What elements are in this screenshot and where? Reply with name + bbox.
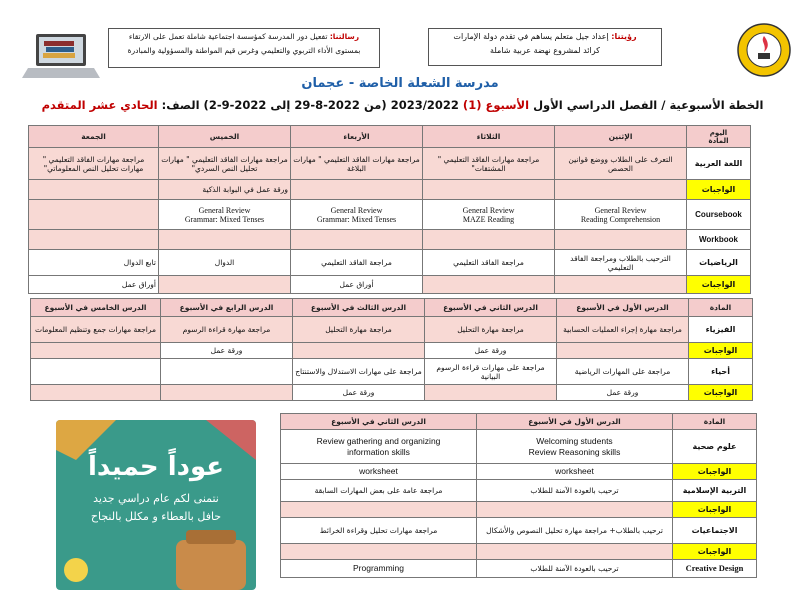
mission-text-2: بمستوى الأداء التربوي والتعليمي وغرس قيم المواطنة والمسؤولية والمبادرة — [127, 46, 361, 55]
lesson-cell: General Review Reading Comprehension — [555, 200, 687, 230]
lesson-cell — [31, 359, 161, 385]
homework-cell: أوراق عمل — [29, 276, 159, 294]
lesson-header: الدرس الثاني في الأسبوع — [425, 299, 557, 317]
homework-cell — [161, 385, 293, 401]
homework-cell: worksheet — [477, 464, 673, 480]
lesson-cell: مراجعة مهارة التحليل — [425, 317, 557, 343]
plan-title-text: الخطة الأسبوعية / الفصل الدراسي الأول — [533, 98, 764, 112]
lesson-cell: تابع الدوال — [29, 250, 159, 276]
lesson-cell: ترحيب بالطلاب+ مراجعة مهارة تحليل النصوص والأشكال — [477, 518, 673, 544]
lesson-header: الدرس الأول في الأسبوع — [477, 414, 673, 430]
lesson-cell: General Review Grammar: Mixed Tenses — [159, 200, 291, 230]
corner-day-subject: اليوم المادة — [687, 126, 751, 148]
homework-label: الواجبات — [673, 502, 757, 518]
homework-label: الواجبات — [689, 343, 753, 359]
lesson-cell: مراجعة الفاقد التعليمي — [423, 250, 555, 276]
banner-title: عوداً حميداً — [87, 452, 225, 482]
lesson-cell: Welcoming students Review Reasoning skills — [477, 430, 673, 464]
homework-cell — [281, 544, 477, 560]
homework-cell: ورقة عمل — [425, 343, 557, 359]
homework-label: الواجبات — [687, 276, 751, 294]
subject-cell: Coursebook — [687, 200, 751, 230]
laptop-books-image — [22, 28, 102, 84]
mission-box — [108, 28, 380, 68]
lesson-header: الدرس الثاني في الأسبوع — [281, 414, 477, 430]
homework-label: الواجبات — [673, 544, 757, 560]
lesson-cell: مراجعة مهارة التحليل — [293, 317, 425, 343]
homework-cell — [159, 276, 291, 294]
homework-label: الواجبات — [689, 385, 753, 401]
lesson-cell: مراجعة على مهارات الاستدلال والاستنتاج — [293, 359, 425, 385]
plan-class-label: الصف: — [161, 98, 200, 112]
lesson-cell: مراجعة مهارة قراءة الرسوم — [161, 317, 293, 343]
lesson-cell — [423, 230, 555, 250]
homework-cell — [31, 343, 161, 359]
lesson-cell: مراجعة مهارات الفاقد التعليمي " مهارات تحليل النص المعلوماتي" — [29, 148, 159, 180]
lesson-cell: General Review Grammar: Mixed Tenses — [291, 200, 423, 230]
subject-cell: الرياضيات — [687, 250, 751, 276]
homework-cell — [31, 385, 161, 401]
homework-cell: ورقة عمل في البوابة الذكية — [159, 180, 291, 200]
homework-cell — [293, 343, 425, 359]
lesson-cell: ترحيب بالعودة الآمنة للطلاب — [477, 560, 673, 578]
lesson-header: الدرس الثالث في الأسبوع — [293, 299, 425, 317]
lesson-cell: مراجعة الفاقد التعليمي — [291, 250, 423, 276]
homework-cell — [557, 343, 689, 359]
homework-cell — [281, 502, 477, 518]
lesson-cell: مراجعة عامة على بعض المهارات السابقة — [281, 480, 477, 502]
subject-cell: أحياء — [689, 359, 753, 385]
homework-cell — [29, 180, 159, 200]
lesson-cell: الترحيب بالطلاب ومراجعة الفاقد التعليمي — [555, 250, 687, 276]
lesson-cell: Review gathering and organizing information skills — [281, 430, 477, 464]
homework-cell: ورقة عمل — [557, 385, 689, 401]
homework-cell — [555, 180, 687, 200]
mission-label: رسالتنا: — [329, 32, 360, 41]
homework-cell — [423, 180, 555, 200]
lesson-cell — [555, 230, 687, 250]
subject-cell: التربية الإسلامية — [673, 480, 757, 502]
vision-label: رؤيتنا: — [611, 32, 637, 41]
lesson-header: الدرس الخامس في الأسبوع — [31, 299, 161, 317]
homework-cell — [423, 276, 555, 294]
homework-label: الواجبات — [687, 180, 751, 200]
lesson-cell: الدوال — [159, 250, 291, 276]
lesson-cell — [291, 230, 423, 250]
lesson-cell — [29, 230, 159, 250]
day-header: الجمعة — [29, 126, 159, 148]
subject-header: المادة — [689, 299, 753, 317]
plan-dates: (من 2022-8-29 إلى 2022-9-2) — [203, 98, 387, 112]
subject-cell: اللغة العربية — [687, 148, 751, 180]
subject-cell: الفيزياء — [689, 317, 753, 343]
subject-cell: Creative Design — [673, 560, 757, 578]
subject-cell: الاجتماعيات — [673, 518, 757, 544]
homework-cell: worksheet — [281, 464, 477, 480]
lesson-cell: مراجعة مهارات الفاقد التعليمي " المشتقات" — [423, 148, 555, 180]
day-header: الإثنين — [555, 126, 687, 148]
plan-class: الحادي عشر المتقدم — [41, 98, 158, 112]
weekly-lessons-table — [30, 298, 753, 401]
homework-cell — [425, 385, 557, 401]
banner-line-1: نتمنى لكم عام دراسي جديد — [93, 492, 219, 505]
lesson-cell: مراجعة مهارات الفاقد التعليمي " مهارات تحليل النص السردي" — [159, 148, 291, 180]
lesson-cell: مراجعة مهارات تحليل وقراءة الخرائط — [281, 518, 477, 544]
lesson-cell: ترحيب بالعودة الآمنة للطلاب — [477, 480, 673, 502]
plan-title — [20, 98, 785, 112]
lesson-cell: Programming — [281, 560, 477, 578]
vision-text: إعداد جيل متعلم يساهم في تقدم دولة الإمارات — [453, 32, 609, 41]
lesson-cell: مراجعة على المهارات الرياضية — [557, 359, 689, 385]
lesson-cell: مراجعة مهارات جمع وتنظيم المعلومات — [31, 317, 161, 343]
homework-cell: أوراق عمل — [291, 276, 423, 294]
other-subjects-table — [280, 413, 757, 578]
homework-cell: ورقة عمل — [293, 385, 425, 401]
lesson-cell — [161, 359, 293, 385]
day-header: الثلاثاء — [423, 126, 555, 148]
lesson-cell: التعرف على الطلاب ووضع قوانين الحصص — [555, 148, 687, 180]
plan-year: 2023/2022 — [390, 98, 459, 112]
lesson-cell: General Review MAZE Reading — [423, 200, 555, 230]
day-header: الخميس — [159, 126, 291, 148]
lesson-cell — [159, 230, 291, 250]
homework-label: الواجبات — [673, 464, 757, 480]
subject-cell: Workbook — [687, 230, 751, 250]
subject-header: المادة — [673, 414, 757, 430]
homework-cell: ورقة عمل — [161, 343, 293, 359]
welcome-banner — [56, 420, 256, 590]
school-name: مدرسة الشعلة الخاصة - عجمان — [301, 76, 499, 91]
lesson-cell: مراجعة مهارات الفاقد التعليمي " مهارات البلاغة — [291, 148, 423, 180]
lesson-cell: مراجعة مهارة إجراء العمليات الحسابية — [557, 317, 689, 343]
vision-box — [428, 28, 662, 66]
lesson-cell: مراجعة على مهارات قراءة الرسوم البيانية — [425, 359, 557, 385]
weekly-days-table — [28, 125, 751, 294]
lesson-header: الدرس الرابع في الأسبوع — [161, 299, 293, 317]
homework-cell — [477, 502, 673, 518]
mission-text: تفعيل دور المدرسة كمؤسسة اجتماعية شاملة تعمل على الارتقاء — [128, 32, 328, 41]
school-logo — [736, 22, 792, 78]
homework-cell — [555, 276, 687, 294]
lesson-header: الدرس الأول في الأسبوع — [557, 299, 689, 317]
lesson-cell — [29, 200, 159, 230]
homework-cell — [477, 544, 673, 560]
subject-cell: علوم صحية — [673, 430, 757, 464]
vision-text-2: كرائد لمشروع نهضة عربية شاملة — [490, 46, 600, 55]
homework-cell — [291, 180, 423, 200]
plan-week: الأسبوع (1) — [462, 98, 530, 112]
day-header: الأربعاء — [291, 126, 423, 148]
banner-line-2: حافل بالعطاء و مكلل بالنجاح — [90, 510, 222, 523]
